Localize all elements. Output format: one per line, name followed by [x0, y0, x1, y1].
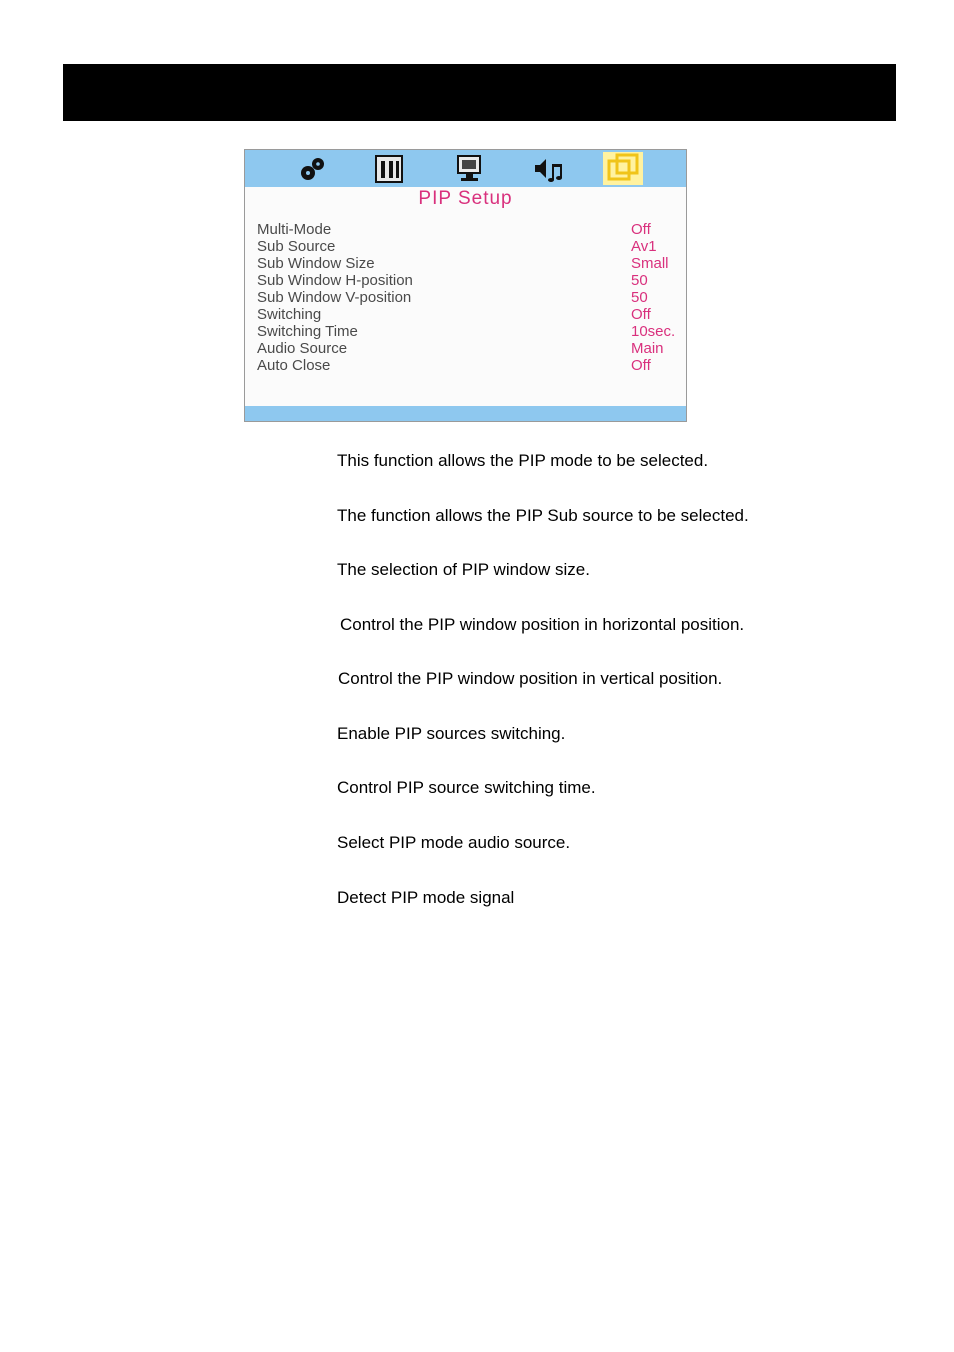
osd-row-label: Audio Source	[257, 340, 348, 357]
osd-row-value: Off	[631, 221, 651, 238]
osd-footer-bar	[245, 406, 686, 421]
osd-menu-title: PIP Setup	[418, 188, 513, 209]
osd-tab-bar	[245, 150, 686, 187]
osd-row-sub-source[interactable]	[257, 238, 682, 255]
tab-settings[interactable]	[369, 152, 409, 185]
description-v-position: Control the PIP window position in vertical position.	[338, 669, 723, 688]
osd-row-switching[interactable]	[257, 306, 682, 323]
description-switching: Enable PIP sources switching.	[337, 724, 566, 743]
osd-row-label: Switching	[257, 306, 322, 323]
osd-row-label: Multi-Mode	[257, 221, 332, 238]
osd-row-auto-close[interactable]	[257, 357, 682, 374]
osd-row-label: Sub Window V-position	[257, 289, 412, 306]
osd-row-value: Av1	[631, 238, 657, 255]
tab-pip[interactable]	[603, 152, 643, 185]
tab-disc[interactable]	[293, 152, 333, 185]
description-audio-source: Select PIP mode audio source.	[337, 833, 571, 852]
osd-row-label: Sub Window H-position	[257, 272, 413, 289]
audio-icon	[529, 152, 569, 185]
tab-audio[interactable]	[529, 152, 569, 185]
description-auto-close: Detect PIP mode signal	[337, 888, 515, 907]
osd-row-label: Sub Window Size	[257, 255, 375, 272]
tab-display[interactable]	[450, 152, 490, 185]
osd-row-switching-time[interactable]	[257, 323, 682, 340]
osd-row-value: 50	[631, 289, 648, 306]
osd-row-sub-window-size[interactable]	[257, 255, 682, 272]
osd-row-value: Main	[631, 340, 664, 357]
osd-row-value: Small	[631, 255, 669, 272]
description-multi-mode: This function allows the PIP mode to be selected.	[337, 451, 709, 470]
disc-icon	[293, 152, 333, 185]
osd-row-value: Off	[631, 306, 651, 323]
section-header-bar	[63, 64, 896, 121]
description-h-position: Control the PIP window position in horizontal position.	[340, 615, 745, 634]
osd-row-value: 10sec.	[631, 323, 676, 340]
osd-row-sub-window-v-position[interactable]	[257, 289, 682, 306]
osd-row-value: Off	[631, 357, 651, 374]
osd-row-label: Switching Time	[257, 323, 358, 340]
osd-row-multi-mode[interactable]	[257, 221, 682, 238]
pip-setup-osd-menu	[244, 149, 687, 422]
osd-row-value: 50	[631, 272, 648, 289]
pip-icon	[603, 152, 643, 185]
osd-row-sub-window-h-position[interactable]	[257, 272, 682, 289]
description-sub-window-size: The selection of PIP window size.	[337, 560, 590, 579]
description-sub-source: The function allows the PIP Sub source to be selected.	[337, 506, 749, 525]
monitor-icon	[450, 152, 490, 185]
osd-row-label: Sub Source	[257, 238, 336, 255]
osd-row-label: Auto Close	[257, 357, 331, 374]
osd-row-audio-source[interactable]	[257, 340, 682, 357]
description-switching-time: Control PIP source switching time.	[337, 778, 596, 797]
settings-panel-icon	[369, 152, 409, 185]
